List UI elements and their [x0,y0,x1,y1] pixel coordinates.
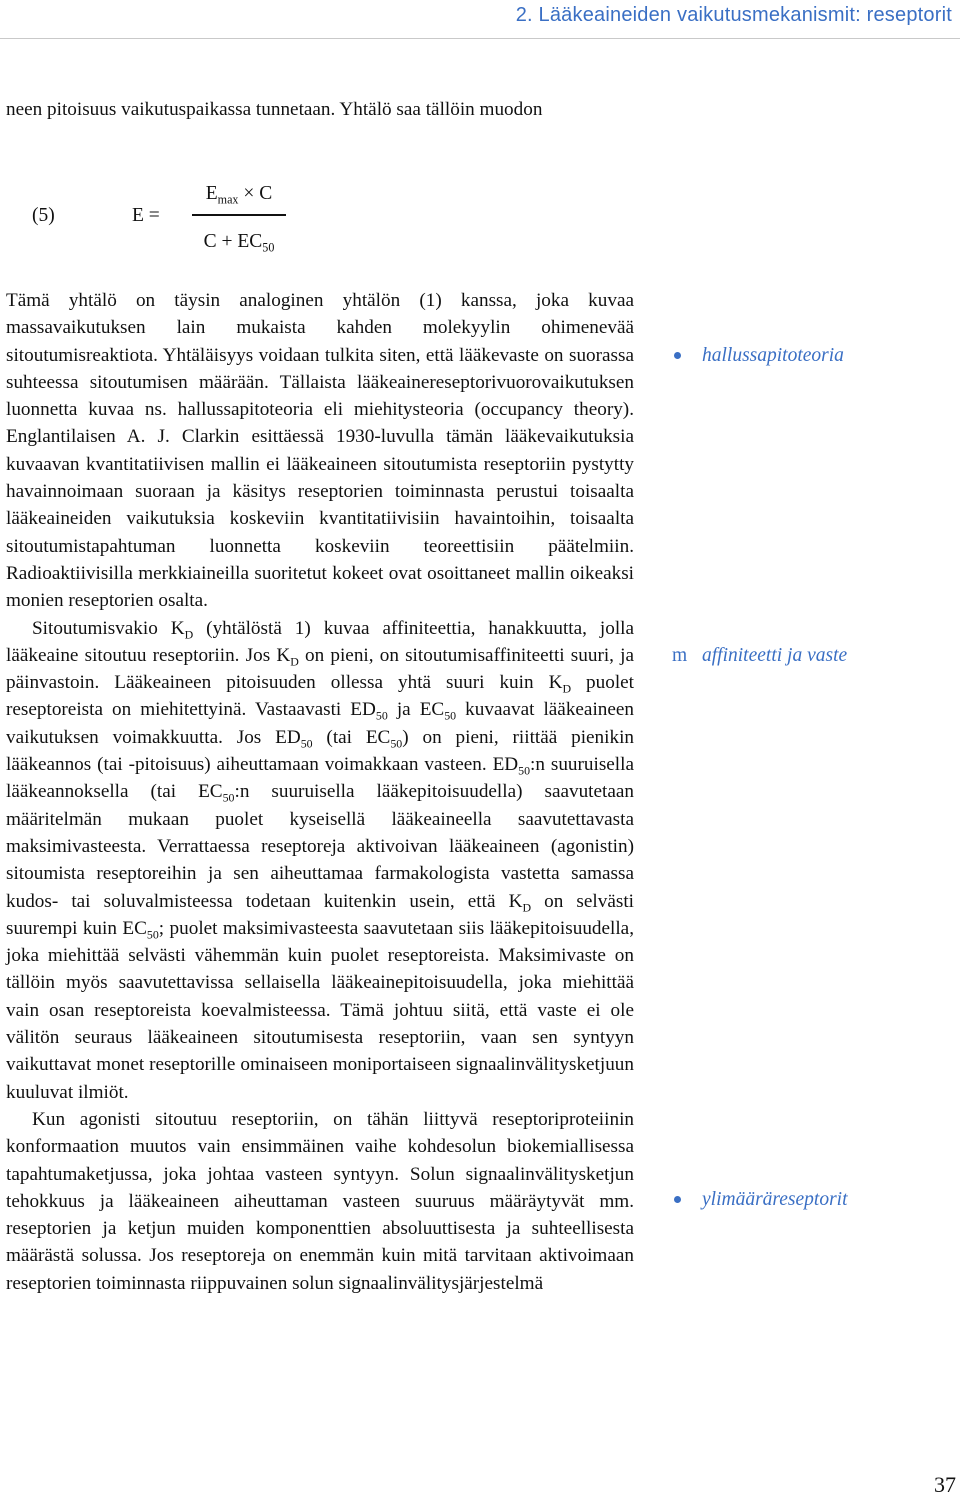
page-number: 37 [934,1472,956,1497]
margin-note-hallussapitoteoria: hallussapitoteoria [672,344,844,368]
fraction-bar [192,214,286,216]
paragraph-2: Sitoutumisvakio $K_D$ (yhtälöstä 1) kuvaa affiniteettia, hanakkuutta, jolla lääkeaine sitoutuu reseptoriin. Jos $K_D$ on pieni, on sitoutumisaffiniteetti suuri, ja päinvastoin. Lääkeaineen pitoisuuden ollessa yhtä suuri kuin $K_D$ puolet reseptoreista on miehitettyinä. Vastaavasti $ED_{50}$ ja $EC_{50}$ kuvaavat lääkeaineen vaikutuksen voimakkuutta. Jos $ED_{50}$ (tai $EC_{50}$) on pieni, riittää pienikin lääkeannos (tai -pitoisuus) aiheuttamaan voimakkaan vasteen. $ED_{50}:n$ suuruisella lääkeannoksella (tai $EC_{50}:n$ suuruisella lääkepitoisuudella) saavutetaan määritelmän mukaan puolet kyseisellä lääkeaineella saavutettavasta maksimivasteesta. Verrattaessa reseptoreja aktivoivan lääkeaineen (agonistin) sitoumista reseptoreihin ja sen aiheuttamaa farmakologista vastetta samassa kudos- tai soluvalmisteessa todetaan kuitenkin usein, että $K_D$ on selvästi suurempi kuin $EC_{50}$; puolet maksimivasteesta saavutetaan siis lääkepitoisuudella, joka miehittää selvästi vähemmän kuin puolet reseptoreista. Maksimivaste on tällöin myös saavutettavissa sellaisella lääkeainepitoisuudella, joka miehittää vain osan reseptoreista koevalmisteessa. Tämä johtuu siitä, että vaste ei ole välitön seuraus lääkeaineen sitoutumisesta reseptoriin, vaan sen syntyyn vaikuttavat monet reseptorille ominaiseen moniportaiseen signaalinvälitysketjuun kuuluvat ilmiöt. [6,617,635,1103]
running-header: 2. Lääkeaineiden vaikutusmekanismit: reseptorit [515,4,952,26]
equation-numerator: $E_{max} \times C$ [205,183,273,207]
paragraph-1: Tämä yhtälö on täysin analoginen yhtälön (1) kanssa, joka kuvaa massavaikutuksen lain mukaista kahden molekyylin ohimenevää sitoutumisreaktiota. Yhtäläisyys voidaan tulkita siten, että lääkevaste on suorassa suhteessa sitoutumisen määrään. Tällaista lääkeainereseptorivuorovaikutuksen luonnetta kuvaa ns. hallussapitoteoria eli miehitysteoria (occupancy theory). Englantilaisen A. J. Clarkin esittäessä 1930-luvulla tämän lääkevaikutuksia kuvaavan kvantitatiivisen mallin ei lääkeaineen sitoutumista reseptoriin pystytty havainnoimaan suoraan ja käsitys reseptorien toiminnasta perustui toisaalta lääkeaineiden vaikutuksia koskeviin kvantitatiivisiin havaintoihin, toisaalta sitoutumistapahtuman luonnetta koskeviin teoreettisiin päätelmiin. Radioaktiivisilla merkkiaineilla suoritetut kokeet ovat osoittaneet mallin oikeaksi monien reseptorien osalta. [6,290,634,612]
equation-number: (5) [32,205,55,226]
paragraph-3: Kun agonisti sitoutuu reseptoriin, on tähän liittyvä reseptoriproteiinin konformaation muutos vain ensimmäinen vaihe kohdesolun biokemiallisessa tapahtumaketjussa, joka johtaa vasteen syntyyn. Solun signaalinvälitysketjun tehokkuus ja lääkeaineen aiheuttaman vasteen suuruus määräytyvät mm. reseptorien ja ketjun muiden komponenttien absoluuttisesta ja suhteellisesta määrästä solussa. Jos reseptoreja on enemmän kuin mitä tarvitaan aktivoimaan reseptorien toiminnasta riippuvainen solun signaalinvälitysjärjestelmä [6,1108,634,1294]
equation-denominator: $C + EC_{50}$ [203,230,275,255]
bullet-dot-icon [674,352,681,359]
equation-fraction [192,178,286,258]
intro-text [6,96,634,123]
header-rule [0,38,960,39]
bullet-dot-icon [674,1196,681,1203]
margin-note-ylimaarareseptorit: ylimääräreseptorit [672,1188,848,1212]
equation-lhs: E = [132,205,160,226]
margin-note-affiniteetti: m affiniteetti ja vaste [672,645,848,666]
bullet-m-icon: m [672,645,688,666]
intro-paragraph: neen pitoisuus vaikutuspaikassa tunnetaan. Yhtälö saa tällöin muodon [6,99,543,120]
main-text [6,287,634,1297]
